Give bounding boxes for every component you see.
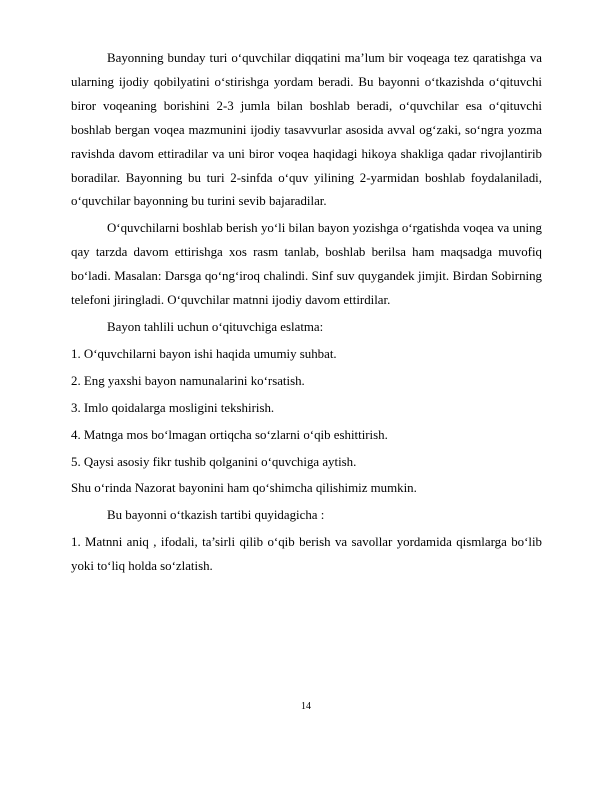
page-number: 14 [301, 701, 311, 712]
order-intro: Bu bayonni o‘tkazish tartibi quyidagicha : [107, 508, 325, 523]
checklist-item-4: 4. Matnga mos bo‘lmagan ortiqcha so‘zlarni o‘qib eshittirish. [71, 427, 388, 442]
paragraph-example: O‘quvchilarni boshlab berish yo‘li bilan bayon yozishga o‘rgatishda voqea va uning qay tarzda davom ettirishga xos rasm tanlab, boshlab berilsa ham maqsadga muvofiq bo‘ladi. Masalan: Darsga qo‘ng‘iroq chalindi. Sinf suv quygandek jimjit. Birdan Sobirning telefoni jiringladi. O‘quvchilar matnni ijodiy davom ettirdilar. [71, 221, 542, 308]
checklist-item-5: 5. Qaysi asosiy fikr tushib qolganini o‘quvchiga aytish. [71, 454, 357, 469]
checklist-item-1: 1. O‘quvchilarni bayon ishi haqida umumiy suhbat. [71, 346, 337, 361]
order-step-1: 1. Matnni aniq , ifodali, ta’sirli qilib o‘qib berish va savollar yordamida qismlarga bo‘lib yoki to‘liq holda so‘zlatish. [71, 535, 542, 574]
checklist-item-3: 3. Imlo qoidalarga mosligini tekshirish. [71, 400, 275, 415]
checklist-item-2: 2. Eng yaxshi bayon namunalarini ko‘rsatish. [71, 373, 305, 388]
paragraph-intro: Bayonning bunday turi o‘quvchilar diqqatini ma’lum bir voqeaga tez qaratishga va ularning ijodiy qobilyatini o‘stirishga yordam beradi. Bu bayonni o‘tkazishda o‘qituvchi biror voqeaning borishini 2-3 jumla bilan boshlab beradi, o‘quvchilar esa o‘qituvchi boshlab bergan voqea mazmunini ijodiy tasavvurlar asosida avval og‘zaki, so‘ngra yozma ravishda davom ettiradilar va uni biror voqea haqidagi hikoya shakliga qadar rivojlantirib boradilar. Bayonning bu turi 2-sinfda o‘quv yilining 2-yarmidan boshlab foydalaniladi, o‘quvchilar bayonning bu turini sevib bajaradilar. [71, 51, 542, 209]
document-body [71, 47, 542, 579]
paragraph-teacher-note-heading: Bayon tahlili uchun o‘qituvchiga eslatma: [107, 319, 324, 334]
closing-line: Shu o‘rinda Nazorat bayonini ham qo‘shimcha qilishimiz mumkin. [71, 481, 417, 496]
